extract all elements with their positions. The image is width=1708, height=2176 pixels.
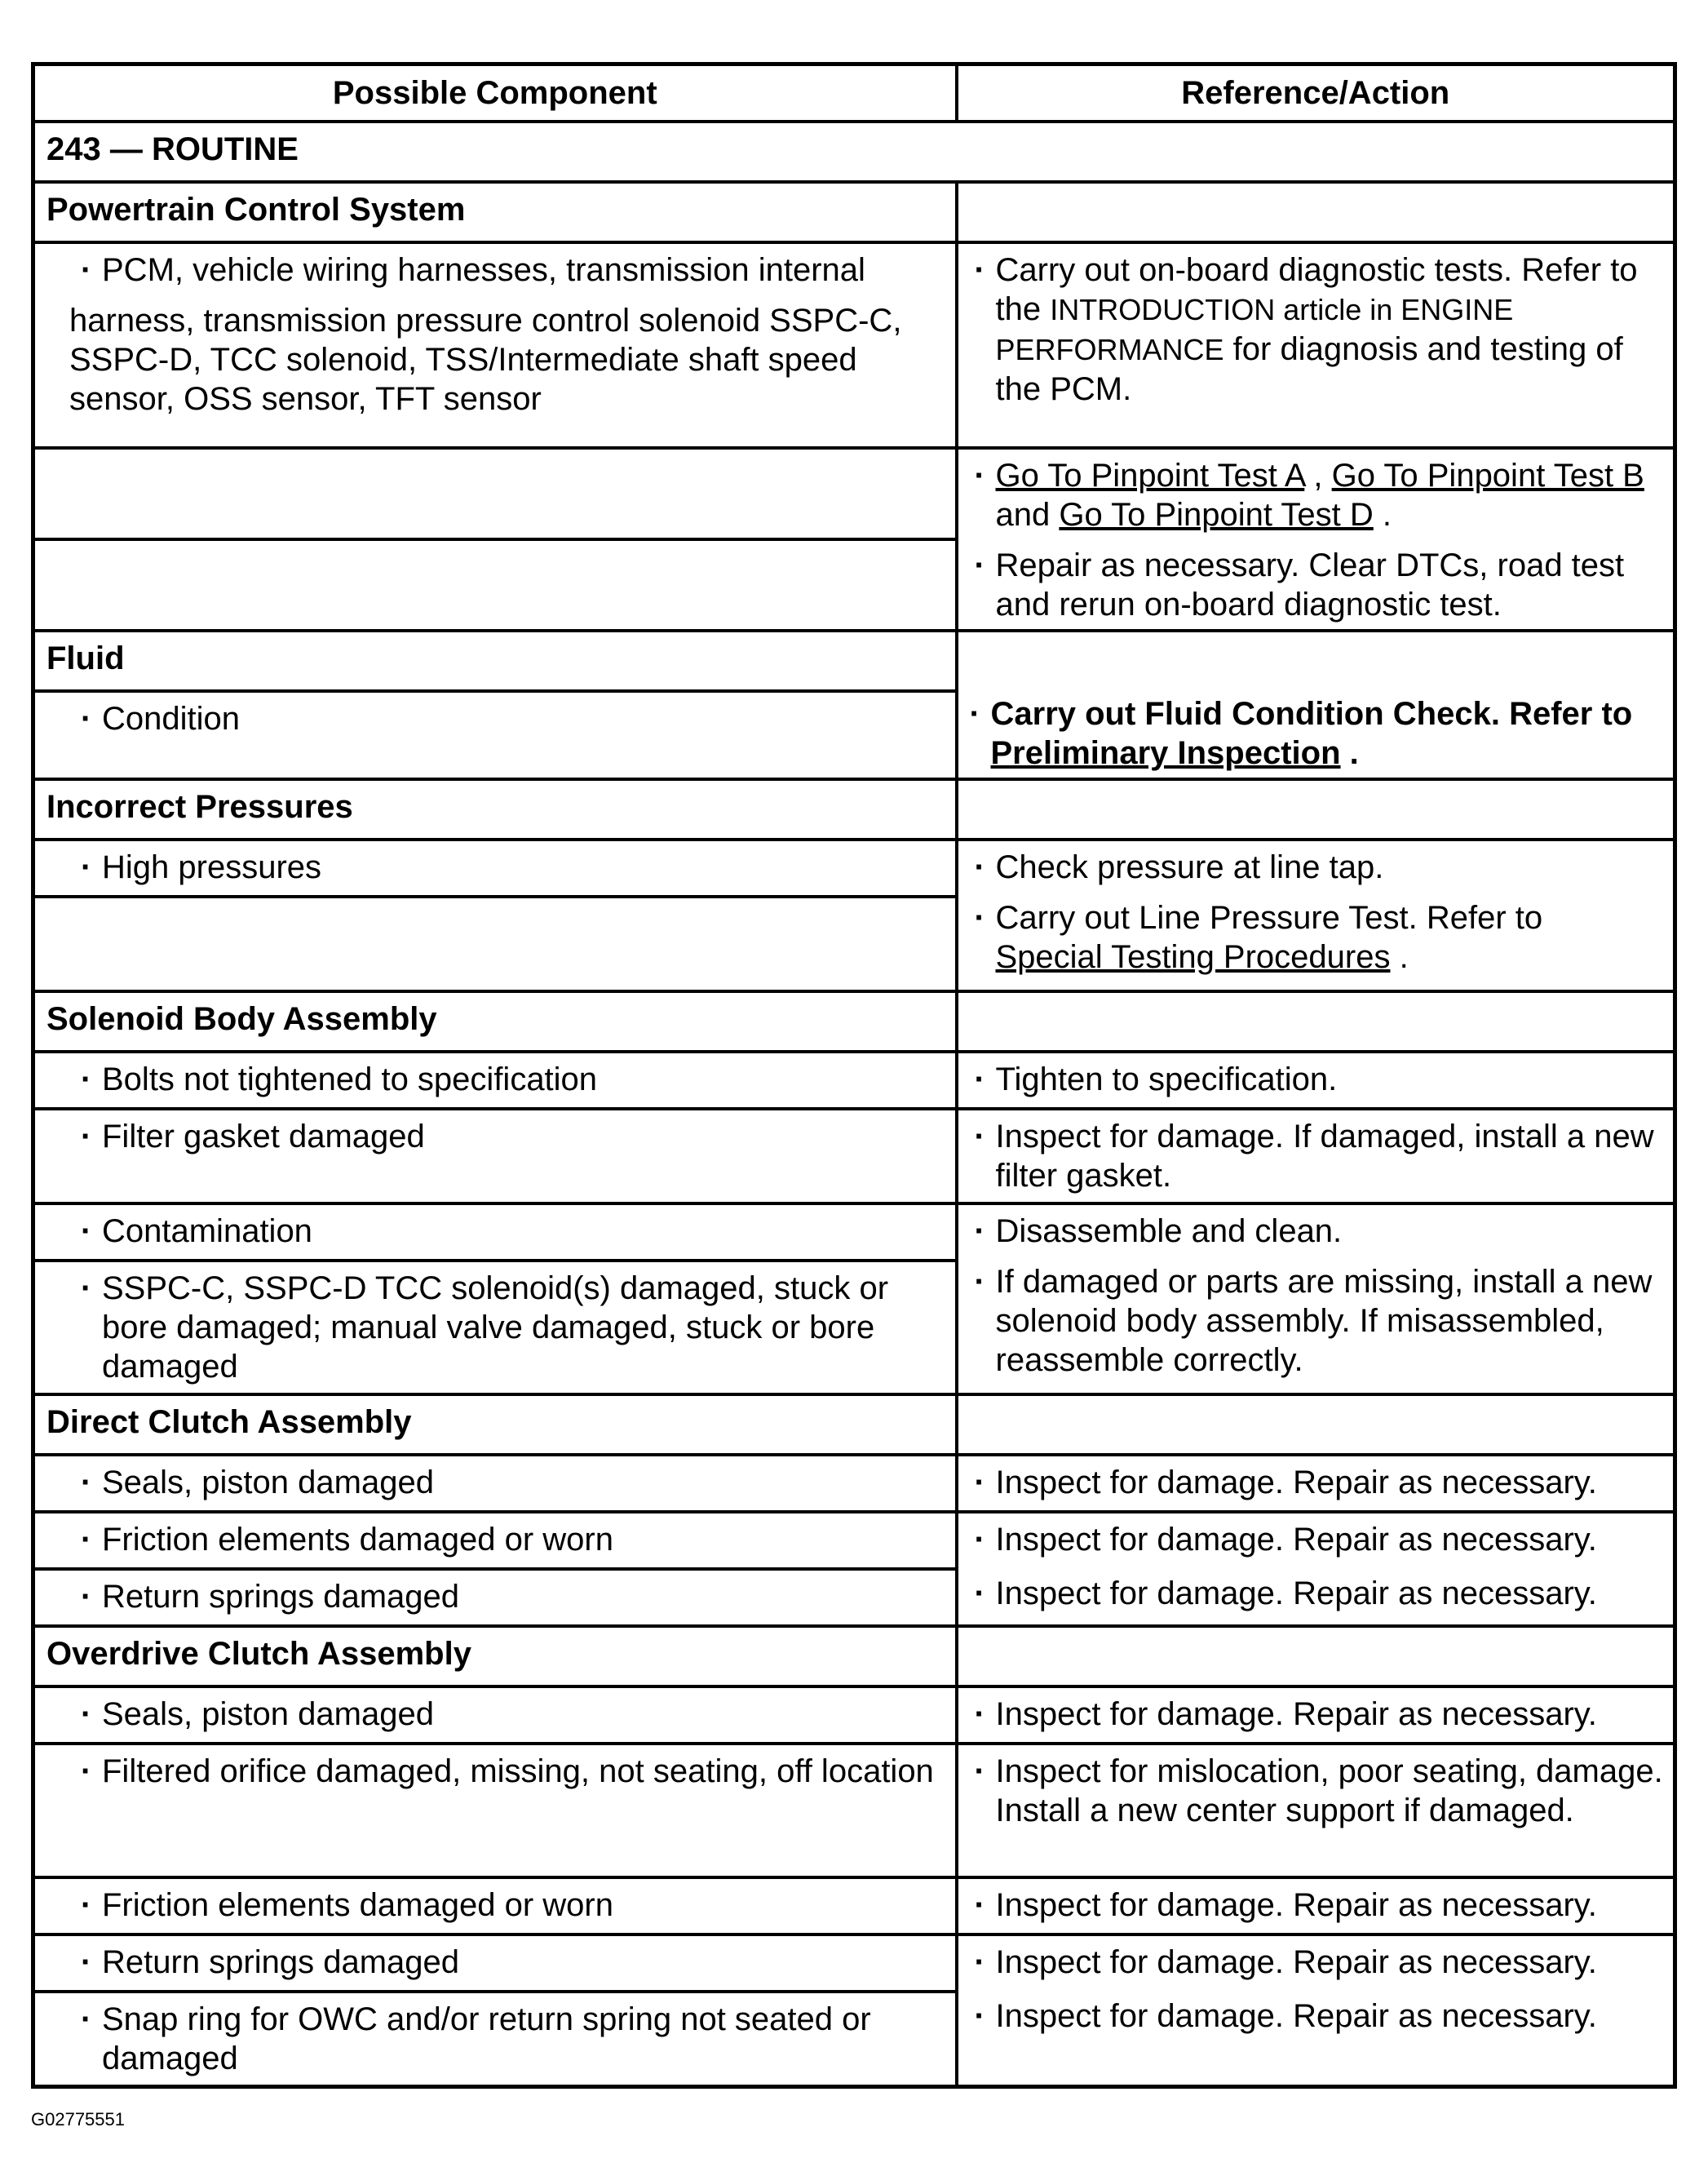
component-text: · PCM, vehicle wiring harnesses, transmission internal — [81, 250, 955, 290]
component-text: · Condition — [81, 699, 955, 738]
diagnosis-table-container — [31, 62, 1677, 2089]
component-cell — [33, 1261, 957, 1394]
component-text: · Filter gasket damaged — [81, 1117, 955, 1156]
header-possible-component: Possible Component — [33, 64, 957, 122]
action-text: · Disassemble and clean. — [975, 1212, 1674, 1251]
action-cell — [957, 448, 1675, 631]
table-row — [33, 1934, 1675, 1992]
table-row — [33, 448, 1675, 539]
action-text: · Inspect for damage. Repair as necessary. — [975, 1886, 1674, 1925]
table-row — [33, 1877, 1675, 1934]
section-row — [33, 631, 1675, 691]
action-text: · Carry out Fluid Condition Check. Refer to Preliminary Inspection . — [970, 694, 1674, 773]
component-cell — [33, 1109, 957, 1203]
section-row — [33, 779, 1675, 840]
component-text: · Return springs damaged — [81, 1577, 955, 1616]
section-title: Powertrain Control System — [33, 182, 957, 242]
table-row — [33, 840, 1675, 897]
table-row — [33, 1203, 1675, 1261]
section-row — [33, 182, 1675, 242]
header-row — [33, 64, 1675, 122]
component-cell — [33, 1569, 957, 1626]
component-text-continued: harness, transmission pressure control solenoid SSPC-C, SSPC-D, TCC solenoid, TSS/Intermediate shaft speed sensor, OSS sensor, TFT sensor — [69, 303, 902, 417]
pinpoint-test-b-link[interactable]: Go To Pinpoint Test B — [1331, 458, 1644, 494]
action-text: · Carry out on-board diagnostic tests. Refer to the INTRODUCTION article in ENGINE PERFORMANCE for diagnosis and testing of the PCM. — [975, 250, 1674, 409]
table-row — [33, 1455, 1675, 1512]
table-row — [33, 1109, 1675, 1203]
diagnosis-table — [31, 62, 1677, 2089]
pinpoint-test-d-link[interactable]: Go To Pinpoint Test D — [1059, 497, 1374, 533]
section-empty-cell — [957, 182, 1675, 242]
component-text: · Friction elements damaged or worn — [81, 1886, 955, 1925]
action-text: · Inspect for mislocation, poor seating, damage. Install a new center support if damaged. — [975, 1752, 1674, 1830]
action-text: · Carry out Line Pressure Test. Refer to Special Testing Procedures . — [975, 898, 1674, 977]
section-title: Overdrive Clutch Assembly — [33, 1626, 957, 1686]
table-row — [33, 1052, 1675, 1109]
component-cell — [33, 691, 957, 779]
header-reference-action: Reference/Action — [957, 64, 1675, 122]
action-text: · Inspect for damage. Repair as necessary. — [975, 1463, 1674, 1502]
action-text: · Inspect for damage. Repair as necessary. — [975, 1574, 1674, 1613]
action-cell — [957, 1934, 1675, 2086]
action-cell — [957, 1052, 1675, 1109]
section-empty-cell — [957, 779, 1675, 840]
action-cell — [957, 1455, 1675, 1512]
component-text: · High pressures — [81, 848, 955, 887]
component-cell — [33, 840, 957, 897]
action-text: · Inspect for damage. Repair as necessary. — [975, 1997, 1674, 2036]
action-cell — [957, 1744, 1675, 1877]
component-cell — [33, 1934, 957, 1992]
component-text: · Snap ring for OWC and/or return spring not seated or damaged — [81, 2000, 955, 2078]
action-text: · Inspect for damage. Repair as necessary. — [975, 1943, 1674, 1982]
section-empty-cell — [957, 991, 1675, 1052]
component-cell — [33, 242, 957, 448]
section-row — [33, 1394, 1675, 1455]
component-text: · SSPC-C, SSPC-D TCC solenoid(s) damaged, stuck or bore damaged; manual valve damaged, stuck or bore damaged — [81, 1269, 955, 1386]
section-row — [33, 991, 1675, 1052]
action-cell — [957, 1686, 1675, 1744]
section-row — [33, 1626, 1675, 1686]
component-text: · Seals, piston damaged — [81, 1695, 955, 1734]
section-title: Fluid — [33, 631, 957, 691]
component-cell-empty — [33, 448, 957, 539]
action-links: · Go To Pinpoint Test A , Go To Pinpoint Test B and Go To Pinpoint Test D . — [975, 456, 1674, 534]
action-text: · Inspect for damage. Repair as necessary. — [975, 1520, 1674, 1559]
action-text: · Inspect for damage. If damaged, install a new filter gasket. — [975, 1117, 1674, 1195]
group-title-row — [33, 122, 1675, 182]
action-cell — [957, 631, 1675, 779]
action-cell — [957, 1109, 1675, 1203]
component-text: · Friction elements damaged or worn — [81, 1520, 955, 1559]
component-cell — [33, 1877, 957, 1934]
table-row — [33, 1744, 1675, 1877]
preliminary-inspection-link[interactable]: Preliminary Inspection — [990, 735, 1341, 771]
component-cell — [33, 1686, 957, 1744]
component-cell — [33, 1052, 957, 1109]
table-row — [33, 242, 1675, 448]
action-text: · Check pressure at line tap. — [975, 848, 1674, 887]
component-cell — [33, 1512, 957, 1569]
component-text: · Filtered orifice damaged, missing, not seating, off location — [81, 1752, 955, 1791]
group-title: 243 — ROUTINE — [33, 122, 1675, 182]
component-cell — [33, 1203, 957, 1261]
figure-id: G02775551 — [31, 2109, 125, 2129]
section-title: Incorrect Pressures — [33, 779, 957, 840]
table-row — [33, 1686, 1675, 1744]
component-cell-empty — [33, 539, 957, 631]
section-empty-cell — [957, 1626, 1675, 1686]
action-text: · Repair as necessary. Clear DTCs, road test and rerun on-board diagnostic test. — [975, 546, 1674, 624]
action-text: · If damaged or parts are missing, install a new solenoid body assembly. If misassembled, reassemble correctly. — [975, 1262, 1674, 1380]
section-title: Solenoid Body Assembly — [33, 991, 957, 1052]
pinpoint-test-a-link[interactable]: Go To Pinpoint Test A — [995, 458, 1305, 494]
action-cell — [957, 840, 1675, 991]
component-text: · Bolts not tightened to specification — [81, 1060, 955, 1099]
action-text: · Tighten to specification. — [975, 1060, 1674, 1099]
special-testing-procedures-link[interactable]: Special Testing Procedures — [995, 939, 1391, 975]
component-text: · Return springs damaged — [81, 1943, 955, 1982]
component-cell — [33, 1455, 957, 1512]
action-cell — [957, 1512, 1675, 1626]
component-text: · Contamination — [81, 1212, 955, 1251]
component-cell-empty — [33, 897, 957, 991]
section-title: Direct Clutch Assembly — [33, 1394, 957, 1455]
action-cell — [957, 242, 1675, 448]
component-text: · Seals, piston damaged — [81, 1463, 955, 1502]
action-text: · Inspect for damage. Repair as necessary. — [975, 1695, 1674, 1734]
action-cell — [957, 1877, 1675, 1934]
component-cell — [33, 1744, 957, 1877]
component-cell — [33, 1992, 957, 2086]
action-cell — [957, 1203, 1675, 1394]
section-empty-cell — [957, 1394, 1675, 1455]
table-row — [33, 1512, 1675, 1569]
